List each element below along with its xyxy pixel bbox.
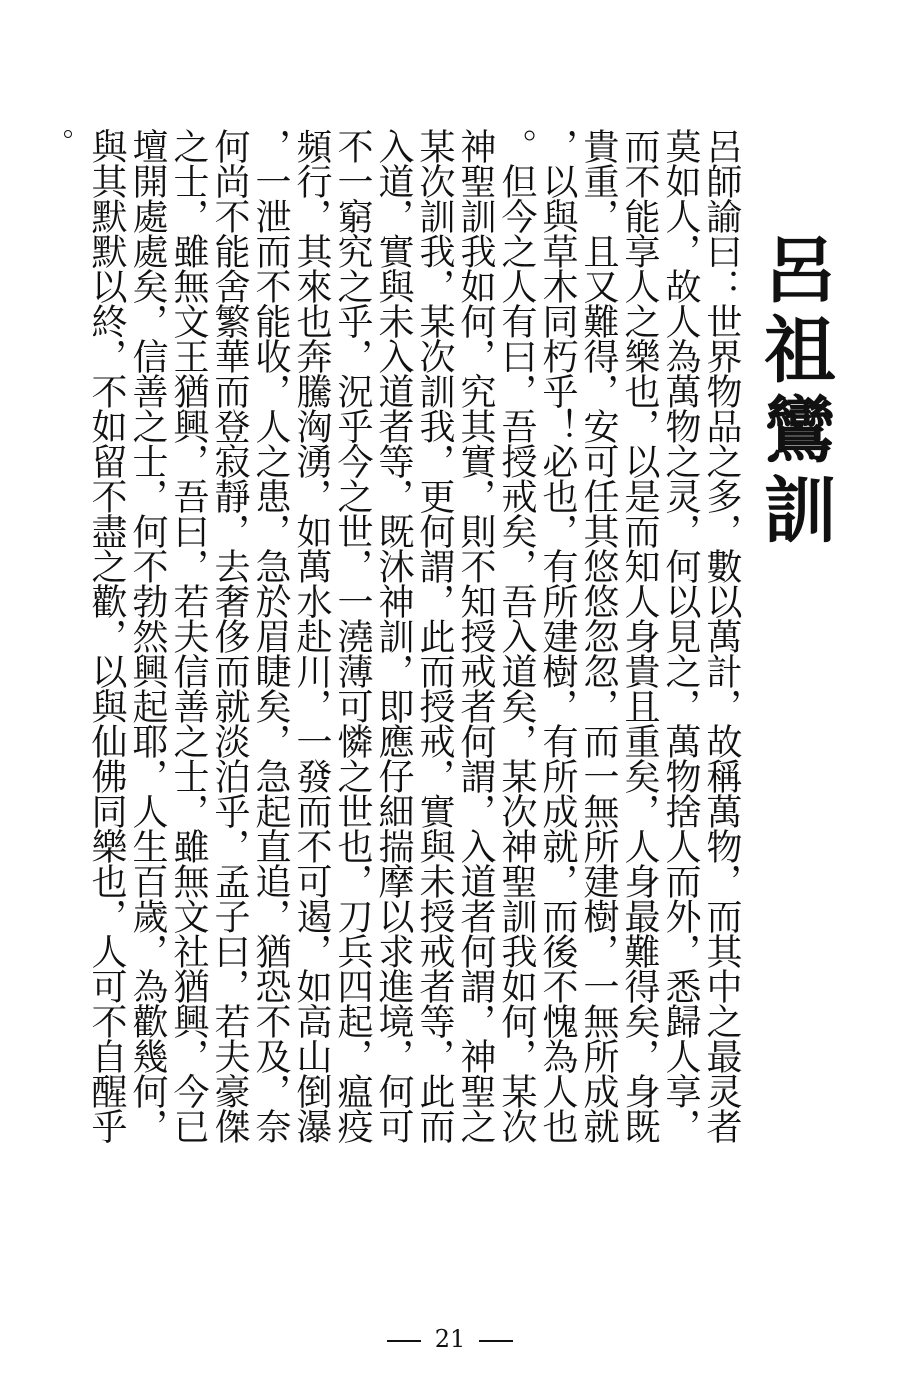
- page-number: 21: [434, 1325, 466, 1353]
- text-column-6: 。但今之人有曰，吾授戒矣，吾入道矣，某次神聖訓我如何，某次: [496, 128, 537, 1143]
- body-text: [52, 128, 742, 1318]
- circle-mark-icon: [64, 130, 72, 138]
- text-column-9: 入道，實與未入道者等，既沐神訓，即應仔細揣摩以求進境，何可: [373, 128, 414, 1143]
- text-column-4: 貴重，且又難得，安可任其悠悠忽忽，而一無所建樹，一無所成就: [578, 128, 619, 1143]
- text-column-10: 不一窮究之乎，況乎今之世，一澆薄可憐之世也，刀兵四起，瘟疫: [332, 128, 373, 1143]
- text-column-11: 頻行，其來也奔騰洶湧，如萬水赴川，一發而不可遏，如高山倒瀑: [291, 128, 332, 1143]
- text-column-5: ，以與草木同朽乎！必也，有所建樹，有所成就，而後不愧為人也: [537, 128, 578, 1143]
- text-column-7: 神聖訓我如何，究其實，則不知授戒者何謂，入道者何謂，神聖之: [455, 128, 496, 1143]
- footer-rule-left: [387, 1340, 421, 1342]
- text-column-16: 與其默默以終，不如留不盡之歡，以與仙佛同樂也，人可不自醒乎: [86, 128, 127, 1143]
- text-column-2: 莫如人，故人為萬物之灵，何以見之，萬物捨人而外，悉歸人享，: [660, 128, 701, 1143]
- page-title: 呂祖鸞訓: [752, 232, 837, 552]
- page-footer: [0, 1325, 900, 1353]
- text-column-14: 之士，雖無文王猶興，吾曰，若夫信善之士，雖無文社猶興，今已: [168, 128, 209, 1143]
- text-column-3: 而不能享人之樂也，以是而知人身貴且重矣，人身最難得矣，身既: [619, 128, 660, 1143]
- text-column-1: 呂師諭曰：世界物品之多，數以萬計，故稱萬物，而其中之最灵者: [701, 128, 742, 1143]
- text-column-8: 某次訓我，某次訓我，更何謂，此而授戒，實與未授戒者等，此而: [414, 128, 455, 1143]
- text-column-12: ，一泄而不能收，人之患，急於眉睫矣，急起直追，猶恐不及，奈: [250, 128, 291, 1143]
- text-column-13: 何尚不能舍繁華而登寂靜，去奢侈而就淡泊乎，孟子曰，若夫豪傑: [209, 128, 250, 1143]
- text-column-15: 壇開處處矣，信善之士，何不勃然興起耶，人生百歲，為歡幾何，: [127, 128, 168, 1143]
- footer-rule-right: [479, 1340, 513, 1342]
